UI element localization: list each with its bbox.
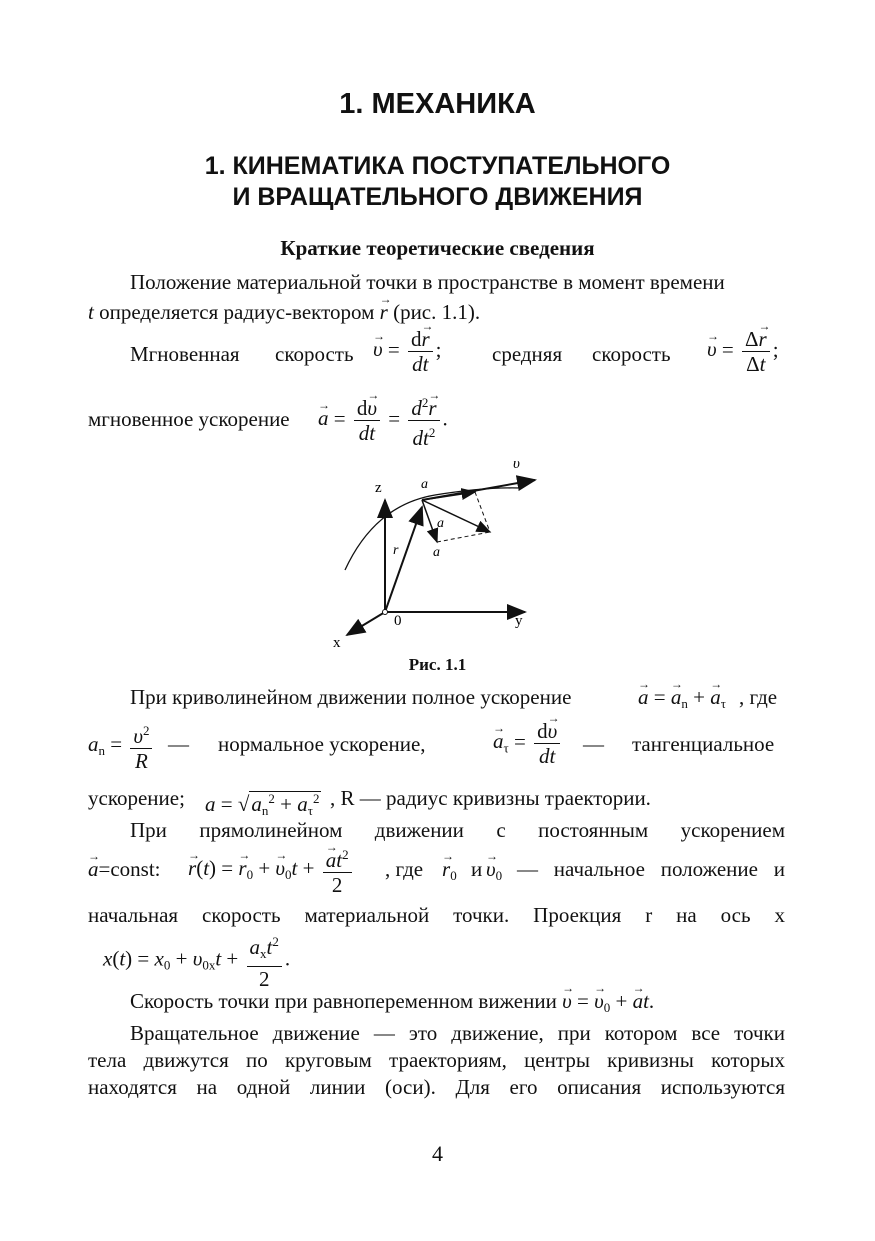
page-number: 4 <box>432 1141 443 1166</box>
label-x: x <box>333 635 341 650</box>
section-title-text-1: КИНЕМАТИКА ПОСТУПАТЕЛЬНОГО <box>232 152 671 180</box>
figure-caption: Рис. 1.1 <box>408 655 467 674</box>
p4-r0: → $r_0$ <box>442 855 457 890</box>
origin-point <box>383 610 388 615</box>
label-r: r <box>393 543 399 558</box>
p1-t: t <box>88 300 94 324</box>
formula-total-accel: → a = → $a_n$ + → $a_\tau$ <box>638 683 726 718</box>
formula-v-instant: → υ = $\frac{d\to r}{dt}$ ; <box>373 327 442 376</box>
axis-x <box>347 612 385 635</box>
radius-vector <box>385 507 422 612</box>
formula-accel: → a = $\frac{d\to \upsilon}{dt}$ = $\frac{d^2\to r}{dt^2}$ . <box>318 391 448 450</box>
formula-x-t: $x(t) = x_0 + \upsilon_{0x}t$ + $\frac{a_xt^2}{2}$ . <box>103 930 290 991</box>
formula-an: $a_n$ = $\frac{\upsilon^2}{R}$ <box>88 719 155 773</box>
p3-normal: нормальное ускорение, <box>218 732 426 756</box>
p4-v0: → $\upsilon_0$ <box>486 855 502 890</box>
label-a-n: a <box>433 545 440 560</box>
formula-v-mean: → υ = $\frac{\Delta\to r}{\Delta t}$ ; <box>707 327 779 376</box>
section-title-line2: И ВРАЩАТЕЛЬНОГО ДВИЖЕНИЯ <box>232 183 643 211</box>
p6-line3: находятся на одной линии (оси). Для его описания используются <box>88 1075 785 1099</box>
p6-line2: тела движутся по круговым траекториям, центры кривизны которых <box>88 1048 785 1072</box>
p1-line2a: определяется радиус-вектором <box>93 300 380 324</box>
p1-line2b: (рис. 1.1). <box>387 300 481 324</box>
p4-line3: начальная скорость материальной точки. Проекция r на ось x <box>88 903 785 927</box>
label-origin: 0 <box>394 613 402 629</box>
p3-tangential: тангенциальное <box>632 732 775 756</box>
p3-line3b: , R — радиус кривизны траектории. <box>330 786 651 810</box>
p4-initial: — начальное положение и <box>517 857 785 881</box>
p2-line2: мгновенное ускорение <box>88 407 290 431</box>
p6-line1: Вращательное движение — это движение, при котором все точки <box>130 1021 785 1045</box>
chapter-title: 1. МЕХАНИКА <box>339 88 536 120</box>
subheading: Краткие теоретические сведения <box>280 236 595 260</box>
p3-line3a: ускорение; <box>88 786 185 810</box>
p2-word1: Мгновенная <box>130 342 240 366</box>
section-title-line1 <box>0 152 875 181</box>
p1-r: → r <box>380 298 388 327</box>
formula-atau: → $a_\tau$ = $\frac{d\to \upsilon}{dt}$ <box>493 719 563 768</box>
label-a: a <box>437 516 444 531</box>
label-v: υ <box>513 456 520 472</box>
label-z: z <box>375 480 382 496</box>
p4-and: и <box>471 857 483 881</box>
label-y: y <box>515 613 523 629</box>
formula-r-t: → r(t) = → $r_0$ + → $\upsilon_0t$ + → $\frac{at^2}{2}$ <box>188 843 355 897</box>
p3-line1: При криволинейном движении полное ускорение <box>130 685 572 709</box>
p3-where: , где <box>739 685 778 709</box>
label-a-tau: a <box>421 477 428 492</box>
section-number: 1. <box>204 152 226 180</box>
formula-a-modulus: $a = √a_n^2 + a_\tau^2$ <box>205 791 320 818</box>
p2-word2: скорость <box>275 342 354 366</box>
p4-const: → a=const: <box>88 855 161 884</box>
figure-kinematics <box>325 450 555 650</box>
dashed-2 <box>437 532 490 542</box>
p4-where: , где <box>385 857 424 881</box>
p5-text: Скорость точки при равнопеременном вижении → υ = → $\upsilon_0$ + → at. <box>130 987 654 1022</box>
p4-line1: При прямолинейном движении с постоянным ускорением <box>130 818 785 842</box>
dash-1: — <box>168 732 189 756</box>
p2-word4: скорость <box>592 342 671 366</box>
p1-line1: Положение материальной точки в пространстве в момент времени <box>130 270 725 294</box>
p2-word3: средняя <box>492 342 563 366</box>
dash-2: — <box>583 732 604 756</box>
